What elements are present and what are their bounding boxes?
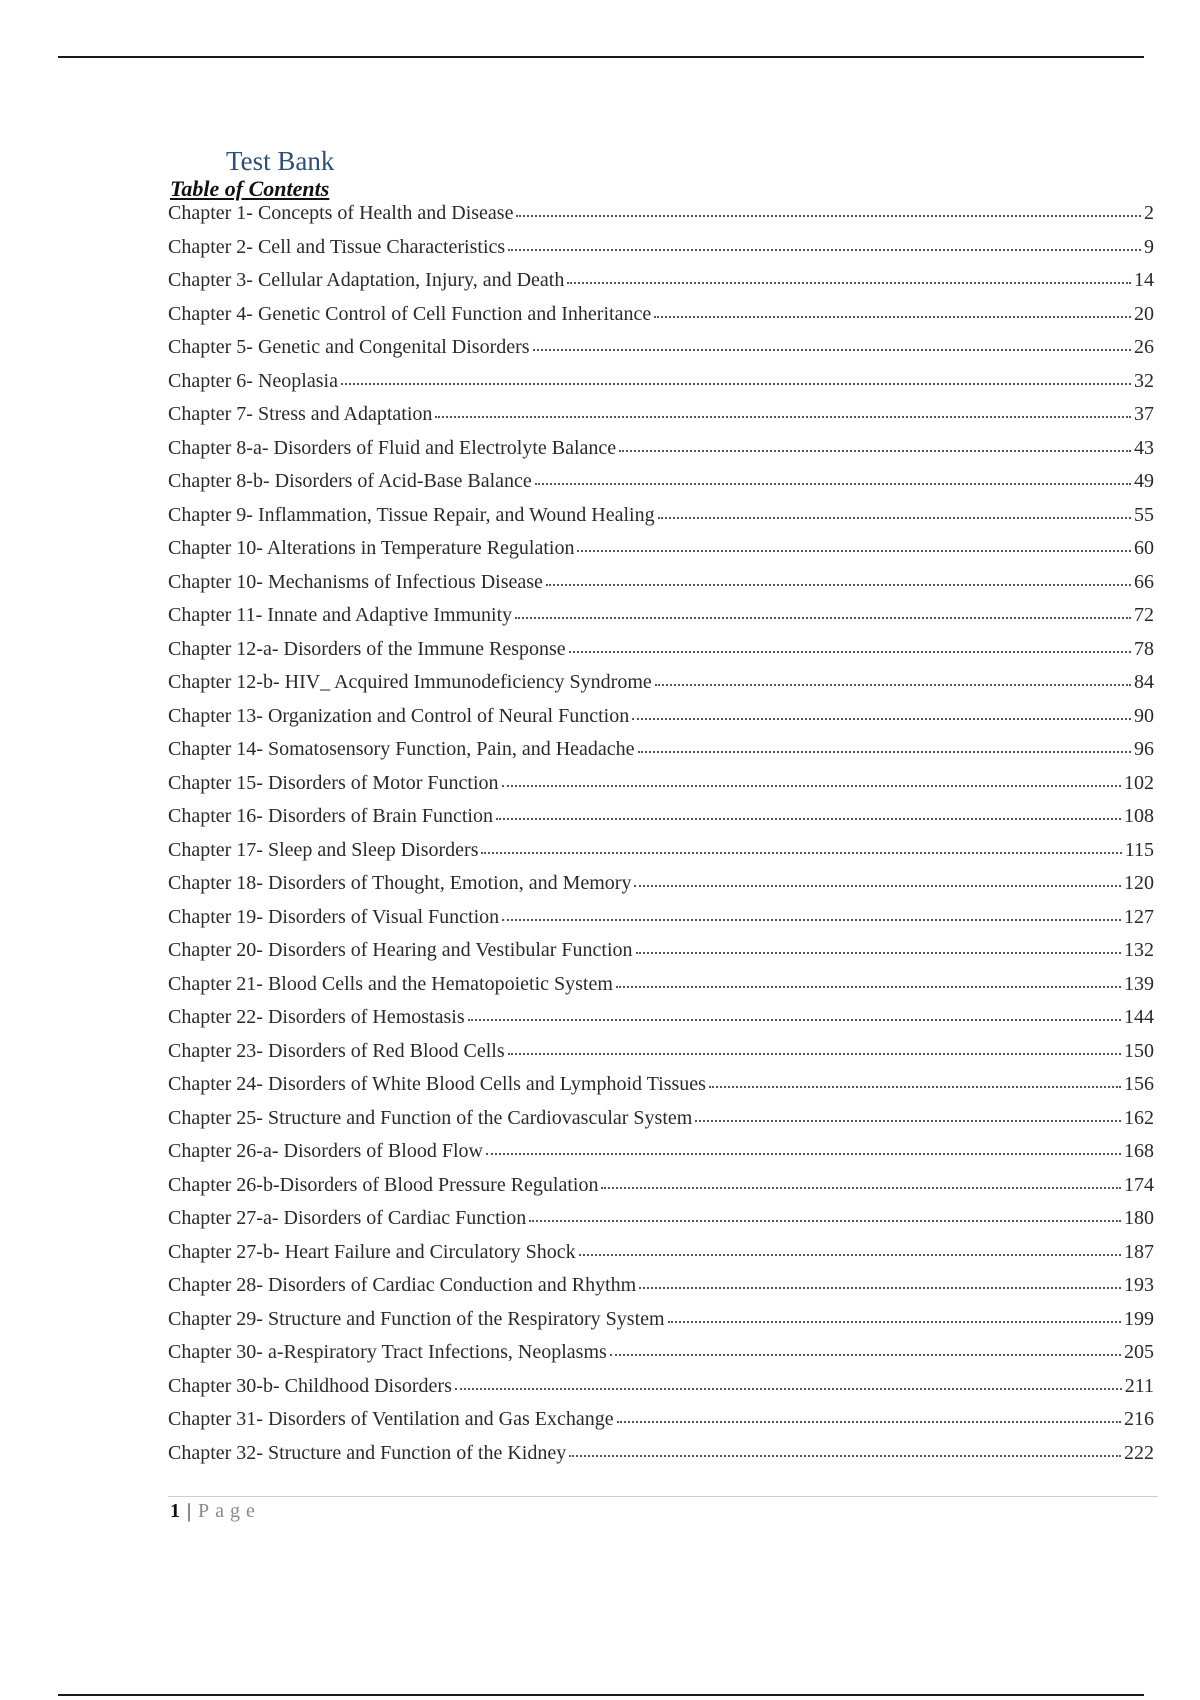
toc-entry-page: 150	[1124, 1039, 1154, 1062]
table-of-contents	[168, 197, 1154, 1470]
toc-entry-page: 78	[1134, 637, 1154, 660]
toc-entry-title: Chapter 10- Mechanisms of Infectious Disease	[168, 570, 543, 593]
toc-entry-title: Chapter 1- Concepts of Health and Disease	[168, 202, 514, 224]
toc-entry-title: Chapter 17- Sleep and Sleep Disorders	[168, 838, 479, 861]
toc-entry-page: 90	[1134, 704, 1154, 727]
dot-leader	[516, 209, 1141, 217]
toc-entry-page: 9	[1144, 235, 1154, 258]
toc-entry[interactable]	[168, 733, 1154, 767]
dot-leader	[569, 645, 1131, 653]
dot-leader	[619, 444, 1131, 452]
toc-entry[interactable]	[168, 398, 1154, 432]
dot-leader	[569, 1449, 1121, 1457]
toc-entry-page: 2	[1144, 202, 1154, 224]
toc-entry-page: 222	[1124, 1441, 1154, 1464]
toc-entry[interactable]	[168, 465, 1154, 499]
toc-entry-title: Chapter 3- Cellular Adaptation, Injury, and Death	[168, 269, 565, 291]
toc-entry-page: 26	[1134, 336, 1154, 358]
toc-entry-page: 205	[1124, 1341, 1154, 1363]
dot-leader	[496, 812, 1121, 820]
dot-leader	[502, 779, 1121, 787]
toc-entry-title: Chapter 24- Disorders of White Blood Cells and Lymphoid Tissues	[168, 1073, 706, 1095]
dot-leader	[610, 1348, 1121, 1356]
toc-entry-title: Chapter 15- Disorders of Motor Function	[168, 771, 499, 794]
toc-entry[interactable]	[168, 499, 1154, 533]
dot-leader	[695, 1114, 1121, 1122]
toc-entry-page: 37	[1134, 403, 1154, 425]
toc-entry[interactable]	[168, 934, 1154, 968]
toc-entry-page: 55	[1134, 503, 1154, 526]
toc-entry-title: Chapter 8-a- Disorders of Fluid and Electrolyte Balance	[168, 436, 617, 459]
dot-leader	[577, 544, 1131, 552]
toc-entry[interactable]	[168, 599, 1154, 633]
toc-heading: Table of Contents	[170, 176, 330, 201]
dot-leader	[601, 1181, 1121, 1189]
toc-entry[interactable]	[168, 1269, 1154, 1303]
dot-leader	[529, 1214, 1121, 1222]
toc-entry-page: 156	[1124, 1073, 1154, 1095]
toc-entry-page: 84	[1134, 671, 1154, 693]
toc-entry[interactable]	[168, 1035, 1154, 1069]
toc-entry-page: 180	[1124, 1207, 1154, 1229]
toc-entry[interactable]	[168, 264, 1154, 298]
toc-entry-title: Chapter 19- Disorders of Visual Function	[168, 905, 500, 928]
dot-leader	[508, 243, 1141, 251]
toc-entry-page: 60	[1134, 537, 1154, 559]
page-number: 1	[170, 1500, 180, 1522]
toc-entry[interactable]	[168, 231, 1154, 265]
toc-entry[interactable]	[168, 432, 1154, 466]
toc-entry[interactable]	[168, 1236, 1154, 1270]
toc-entry-title: Chapter 12-b- HIV_ Acquired Immunodeficiency Syndrome	[168, 671, 652, 693]
toc-entry-page: 96	[1134, 738, 1154, 760]
toc-entry-page: 49	[1134, 470, 1154, 492]
toc-entry[interactable]	[168, 1001, 1154, 1035]
dot-leader	[639, 1281, 1121, 1289]
toc-entry-title: Chapter 31- Disorders of Ventilation and Gas Exchange	[168, 1408, 614, 1430]
toc-entry[interactable]	[168, 901, 1154, 935]
toc-entry-page: 115	[1124, 838, 1154, 861]
dot-leader	[655, 678, 1131, 686]
toc-entry-title: Chapter 27-b- Heart Failure and Circulatory Shock	[168, 1240, 576, 1263]
toc-entry-title: Chapter 28- Disorders of Cardiac Conduction and Rhythm	[168, 1274, 637, 1296]
toc-entry-page: 144	[1124, 1006, 1154, 1028]
toc-entry[interactable]	[168, 800, 1154, 834]
dot-leader	[502, 913, 1121, 921]
toc-entry-title: Chapter 30-b- Childhood Disorders	[168, 1374, 452, 1397]
dot-leader	[535, 477, 1131, 485]
toc-entry[interactable]	[168, 767, 1154, 801]
toc-entry-page: 216	[1124, 1408, 1154, 1430]
bottom-rule	[58, 1694, 1144, 1696]
toc-entry-title: Chapter 29- Structure and Function of the Respiratory System	[168, 1307, 665, 1330]
dot-leader	[508, 1047, 1121, 1055]
toc-entry-page: 199	[1124, 1307, 1154, 1330]
toc-entry-title: Chapter 26-b-Disorders of Blood Pressure Regulation	[168, 1173, 599, 1196]
toc-entry-title: Chapter 5- Genetic and Congenital Disorders	[168, 336, 530, 358]
toc-entry-title: Chapter 20- Disorders of Hearing and Vestibular Function	[168, 939, 633, 961]
toc-entry[interactable]	[168, 633, 1154, 667]
dot-leader	[481, 846, 1121, 854]
dot-leader	[636, 946, 1121, 954]
dot-leader	[515, 611, 1131, 619]
toc-entry-page: 193	[1124, 1274, 1154, 1296]
toc-entry[interactable]	[168, 1437, 1154, 1471]
document-title: Test Bank	[226, 146, 335, 176]
dot-leader	[654, 310, 1131, 318]
toc-entry[interactable]	[168, 1102, 1154, 1136]
toc-entry[interactable]	[168, 1135, 1154, 1169]
toc-entry-title: Chapter 8-b- Disorders of Acid-Base Balance	[168, 470, 532, 492]
dot-leader	[634, 879, 1121, 887]
dot-leader	[546, 578, 1131, 586]
dot-leader	[709, 1080, 1121, 1088]
toc-entry[interactable]	[168, 1370, 1154, 1404]
toc-entry-title: Chapter 6- Neoplasia	[168, 369, 338, 392]
toc-entry-title: Chapter 11- Innate and Adaptive Immunity	[168, 604, 513, 626]
dot-leader	[638, 745, 1131, 753]
toc-entry-page: 139	[1124, 972, 1154, 995]
toc-entry-title: Chapter 27-a- Disorders of Cardiac Function	[168, 1207, 527, 1229]
toc-entry[interactable]	[168, 1169, 1154, 1203]
toc-entry-page: 14	[1134, 269, 1154, 291]
toc-entry[interactable]	[168, 365, 1154, 399]
toc-entry-page: 66	[1134, 570, 1154, 593]
toc-entry[interactable]	[168, 197, 1154, 231]
toc-entry-page: 108	[1124, 805, 1154, 827]
toc-entry[interactable]	[168, 566, 1154, 600]
toc-entry-title: Chapter 16- Disorders of Brain Function	[168, 805, 493, 827]
dot-leader	[617, 1415, 1121, 1423]
toc-entry-page: 32	[1134, 369, 1154, 392]
toc-entry-page: 132	[1124, 939, 1154, 961]
toc-entry[interactable]	[168, 1068, 1154, 1102]
toc-entry[interactable]	[168, 867, 1154, 901]
dot-leader	[658, 511, 1131, 519]
dot-leader	[668, 1315, 1121, 1323]
toc-entry[interactable]	[168, 331, 1154, 365]
toc-entry-page: 102	[1124, 771, 1154, 794]
toc-entry-page: 120	[1124, 872, 1154, 894]
toc-entry-title: Chapter 4- Genetic Control of Cell Function and Inheritance	[168, 302, 652, 325]
toc-entry-page: 43	[1134, 436, 1154, 459]
dot-leader	[533, 343, 1131, 351]
dot-leader	[435, 410, 1131, 418]
top-rule	[58, 56, 1144, 58]
toc-entry-title: Chapter 26-a- Disorders of Blood Flow	[168, 1140, 483, 1162]
toc-entry[interactable]	[168, 700, 1154, 734]
toc-entry-title: Chapter 25- Structure and Function of the Cardiovascular System	[168, 1106, 693, 1129]
dot-leader	[486, 1147, 1121, 1155]
toc-entry-page: 127	[1124, 905, 1154, 928]
footer-separator: |	[187, 1500, 192, 1522]
dot-leader	[579, 1248, 1121, 1256]
toc-entry[interactable]	[168, 532, 1154, 566]
dot-leader	[616, 980, 1121, 988]
toc-entry-page: 162	[1124, 1106, 1154, 1129]
toc-entry-title: Chapter 18- Disorders of Thought, Emotion, and Memory	[168, 872, 632, 894]
toc-entry[interactable]	[168, 298, 1154, 332]
toc-entry-page: 174	[1124, 1173, 1154, 1196]
toc-entry-page: 211	[1124, 1374, 1154, 1397]
toc-entry-title: Chapter 14- Somatosensory Function, Pain, and Headache	[168, 738, 635, 760]
dot-leader	[468, 1013, 1121, 1021]
toc-entry-page: 72	[1134, 604, 1154, 626]
dot-leader	[567, 276, 1131, 284]
toc-entry-title: Chapter 9- Inflammation, Tissue Repair, and Wound Healing	[168, 503, 655, 526]
footer-rule	[168, 1496, 1158, 1497]
toc-entry[interactable]	[168, 1336, 1154, 1370]
toc-entry-title: Chapter 2- Cell and Tissue Characteristics	[168, 235, 506, 258]
toc-entry-page: 168	[1124, 1140, 1154, 1162]
toc-entry-title: Chapter 32- Structure and Function of the Kidney	[168, 1441, 567, 1464]
toc-entry-page: 187	[1124, 1240, 1154, 1263]
toc-entry-title: Chapter 13- Organization and Control of Neural Function	[168, 704, 630, 727]
toc-entry[interactable]	[168, 1403, 1154, 1437]
toc-entry-title: Chapter 10- Alterations in Temperature Regulation	[168, 537, 575, 559]
toc-entry-title: Chapter 21- Blood Cells and the Hematopoietic System	[168, 972, 613, 995]
dot-leader	[455, 1382, 1122, 1390]
toc-entry-title: Chapter 12-a- Disorders of the Immune Response	[168, 637, 566, 660]
toc-entry-title: Chapter 23- Disorders of Red Blood Cells	[168, 1039, 505, 1062]
toc-entry[interactable]	[168, 834, 1154, 868]
toc-entry[interactable]	[168, 1202, 1154, 1236]
toc-entry-title: Chapter 30- a-Respiratory Tract Infections, Neoplasms	[168, 1341, 607, 1363]
toc-entry[interactable]	[168, 666, 1154, 700]
toc-entry[interactable]	[168, 968, 1154, 1002]
page-label: Page	[198, 1500, 261, 1522]
dot-leader	[632, 712, 1131, 720]
toc-entry-title: Chapter 22- Disorders of Hemostasis	[168, 1006, 465, 1028]
toc-entry[interactable]	[168, 1303, 1154, 1337]
toc-entry-page: 20	[1134, 302, 1154, 325]
dot-leader	[341, 377, 1131, 385]
toc-entry-title: Chapter 7- Stress and Adaptation	[168, 403, 433, 425]
page-footer	[170, 1500, 261, 1523]
